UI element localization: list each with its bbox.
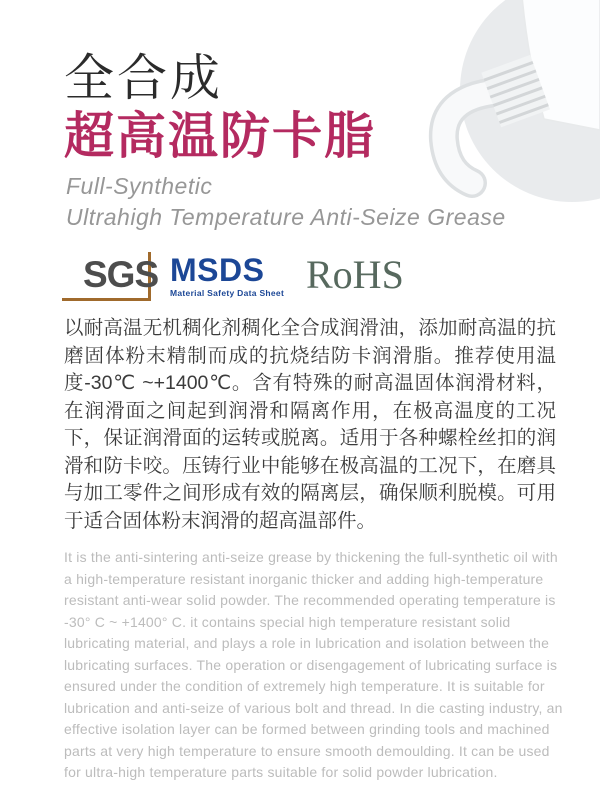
sgs-label: SGS [83,254,159,295]
product-title [64,50,376,165]
sgs-underline [62,298,150,301]
certification-logos-row [62,250,402,308]
title-cn-line1: 全合成 [64,50,223,106]
subtitle-line1: Full-Synthetic [66,173,213,199]
title-cn-line2: 超高温防卡脂 [64,108,376,164]
msds-logo [170,253,284,298]
description-chinese: 以耐高温无机稠化剂稠化全合成润滑油，添加耐高温的抗磨固体粉末精制而成的抗烧结防卡润滑脂。推荐使用温度-30℃ ~+1400℃。含有特殊的耐高温固体润滑材料，在润滑面之间起到润滑和隔离作用，在极高温度的工况下，保证润滑面的运转或脱离。适用于各种螺栓丝扣的润滑和防卡咬。压铸行业中能够在极高温的工况下，在磨具与加工零件之间形成有效的隔离层，确保顺利脱模。可用于适合固体粉末润滑的超高温部件。 [64,317,556,532]
msds-caption: Material Safety Data Sheet [170,288,285,298]
msds-label: MSDS [170,252,265,288]
product-subtitle-en [66,171,506,233]
rohs-label: RoHS [306,252,404,297]
rohs-logo [306,252,404,298]
description-english: It is the anti-sintering anti-seize grease by thickening the full-synthetic oil with a high-temperature resistant inorganic thicker and adding high-temperature resistant anti-wear solid powder. The recommended operating temperature is -30° C ~ +1400° C. it contains special high temperature resistant solid lubricating material, and plays a role in lubrication and isolation between the lubricating surfaces. The operation or disengagement of lubricating surface is ensured under the condition of extremely high temperature. It is suitable for lubrication and anti-seize of various bolt and thread. In die casting industry, an effective isolation layer can be formed between grinding tools and machined parts at very high temperature to ensure smooth demoulding. It can be used for ultra-high temperature parts suitable for solid powder lubrication. [64,549,563,780]
sgs-logo [62,252,159,304]
subtitle-line2: Ultrahigh Temperature Anti-Seize Grease [66,204,506,230]
